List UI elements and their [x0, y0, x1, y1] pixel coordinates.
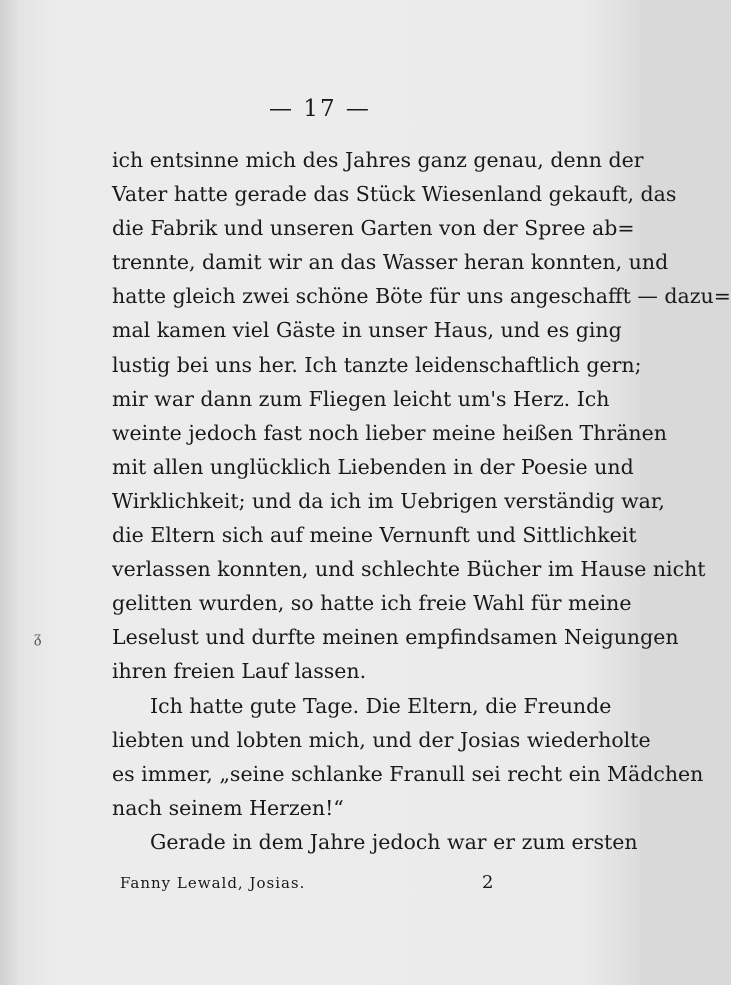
- text-line: weinte jedoch fast noch lieber meine heißen Thränen: [112, 420, 667, 445]
- body-text: [112, 143, 731, 859]
- text-line: ich entsinne mich des Jahres ganz genau, denn der: [112, 148, 644, 172]
- text-line: mir war dann zum Fliegen leicht um's Herz. Ich: [112, 386, 610, 411]
- footer-author-title: Fanny Lewald, Josias.: [120, 874, 306, 892]
- text-line: lustig bei uns her. Ich tanzte leidenschaftlich gern;: [112, 352, 642, 377]
- text-line: ihren freien Lauf lassen.: [112, 659, 367, 684]
- text-line: mal kamen viel Gäste in unser Haus, und es ging: [112, 318, 622, 343]
- text-line: Ich hatte gute Tage. Die Eltern, die Freunde: [150, 693, 612, 718]
- text-line: liebten und lobten mich, und der Josias wiederholte: [112, 727, 651, 752]
- text-line: Leselust und durfte meinen empfindsamen Neigungen: [112, 625, 679, 650]
- text-line: trennte, damit wir an das Wasser heran konnten, und: [112, 250, 669, 275]
- page-footer: [112, 870, 572, 896]
- page-number: — 17 —: [269, 96, 371, 122]
- text-line: mit allen unglücklich Liebenden in der Poesie und: [112, 454, 634, 479]
- text-line: die Fabrik und unseren Garten von der Spree ab=: [112, 216, 635, 241]
- text-line: die Eltern sich auf meine Vernunft und Sittlichkeit: [112, 523, 637, 548]
- signature-mark: 2: [482, 872, 494, 893]
- text-line: verlassen konnten, und schlechte Bücher im Hause nicht: [112, 557, 706, 582]
- text-line: Wirklichkeit; und da ich im Uebrigen verständig war,: [112, 488, 665, 513]
- text-line: Vater hatte gerade das Stück Wiesenland gekauft, das: [112, 182, 677, 207]
- text-line: hatte gleich zwei schöne Böte für uns angeschafft — dazu=: [112, 284, 731, 309]
- text-line: Gerade in dem Jahre jedoch war er zum ersten: [150, 829, 638, 854]
- text-line: gelitten wurden, so hatte ich freie Wahl für meine: [112, 591, 632, 616]
- margin-mark: ᵹ: [34, 627, 42, 646]
- text-line: es immer, „seine schlanke Franull sei recht ein Mädchen: [112, 761, 704, 786]
- text-line: nach seinem Herzen!“: [112, 795, 344, 820]
